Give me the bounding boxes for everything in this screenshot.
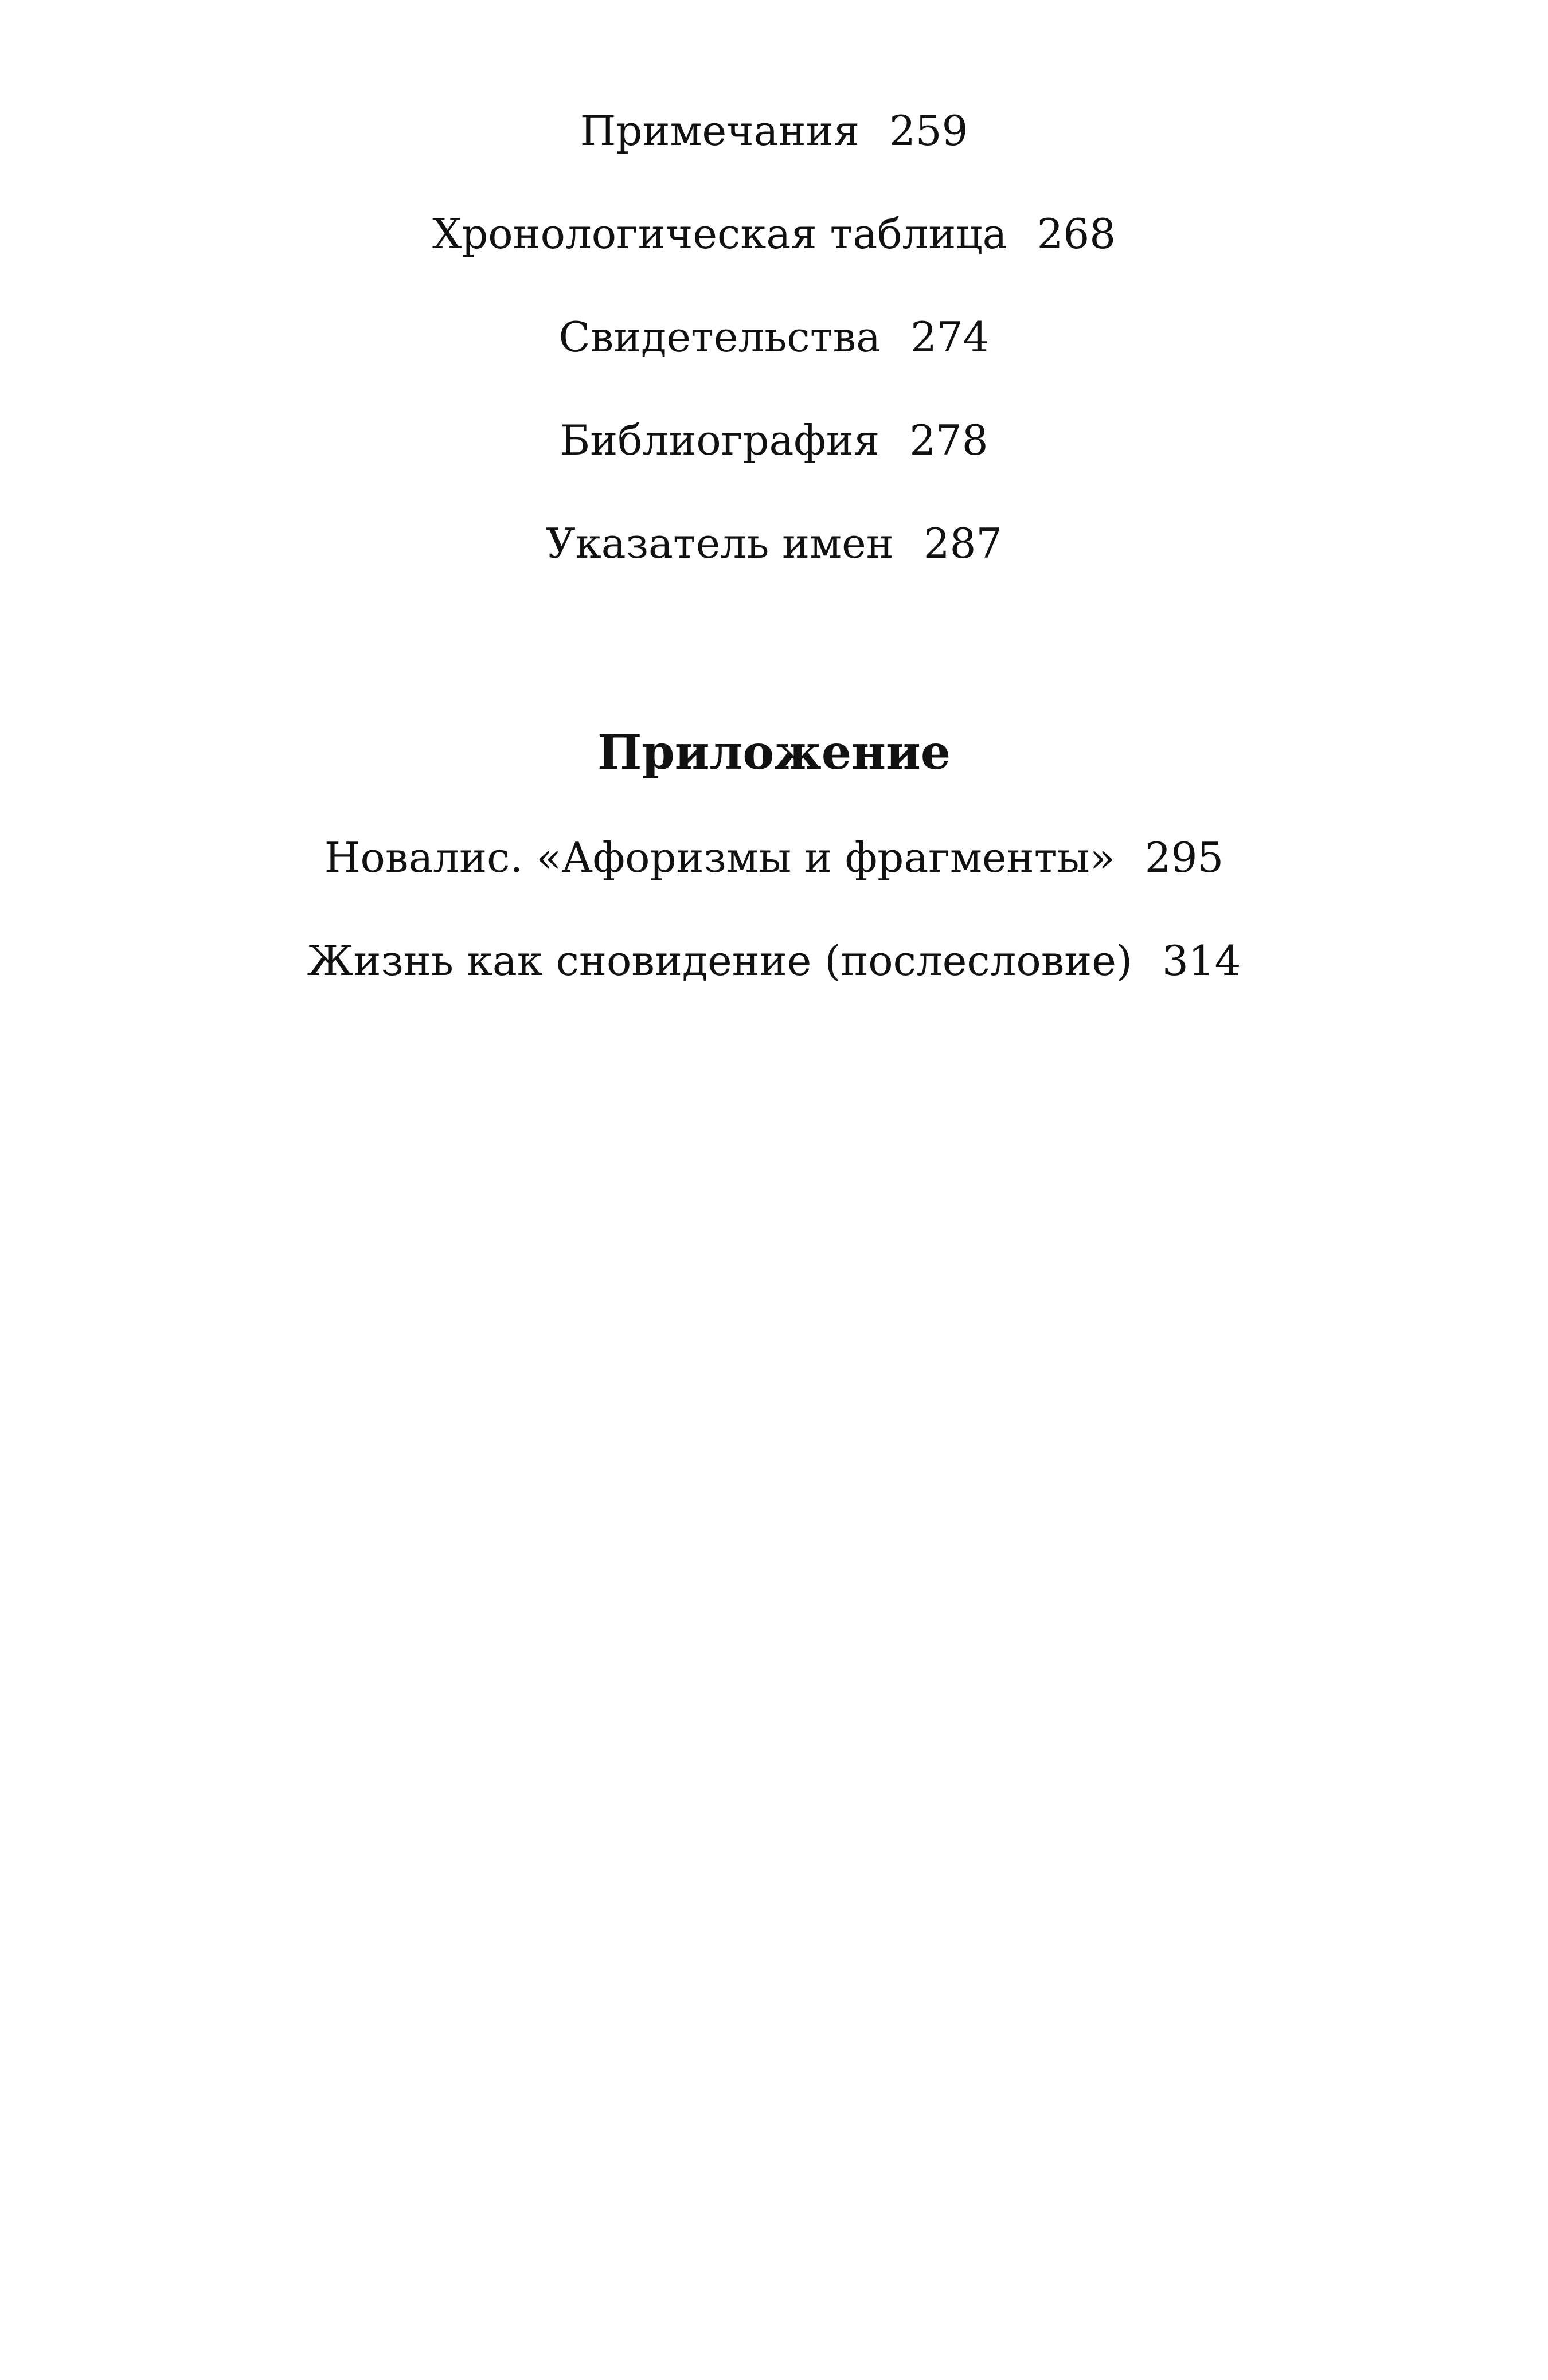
toc-entry-page-number: 287 (923, 519, 1003, 567)
toc-entry-title: Жизнь как сновидение (послесловие) (307, 937, 1132, 985)
appendix-heading: Приложение (597, 725, 951, 780)
toc-entry-testimonies (0, 313, 1548, 361)
toc-entry-title: Свидетельства (558, 313, 881, 361)
toc-entry-page-number: 259 (889, 107, 968, 155)
toc-entry-title: Библиография (560, 416, 880, 464)
toc-entry-notes (0, 107, 1548, 155)
toc-entry-title: Хронологическая таблица (432, 210, 1007, 258)
toc-entry-page-number: 268 (1037, 210, 1116, 258)
toc-entry-page-number: 314 (1162, 937, 1241, 985)
toc-entry-page-number: 274 (910, 313, 990, 361)
toc-entry-bibliography (0, 416, 1548, 464)
toc-entry-novalis-aphorisms (0, 833, 1548, 882)
toc-entry-page-number: 278 (909, 416, 988, 464)
toc-entry-chronology (0, 210, 1548, 258)
toc-entry-title: Указатель имен (545, 519, 894, 567)
toc-entry-name-index (0, 519, 1548, 567)
toc-entry-page-number: 295 (1144, 833, 1224, 882)
toc-entry-afterword (0, 937, 1548, 985)
toc-entry-title: Примечания (580, 107, 859, 155)
toc-entry-title: Новалис. «Афоризмы и фрагменты» (324, 833, 1115, 882)
